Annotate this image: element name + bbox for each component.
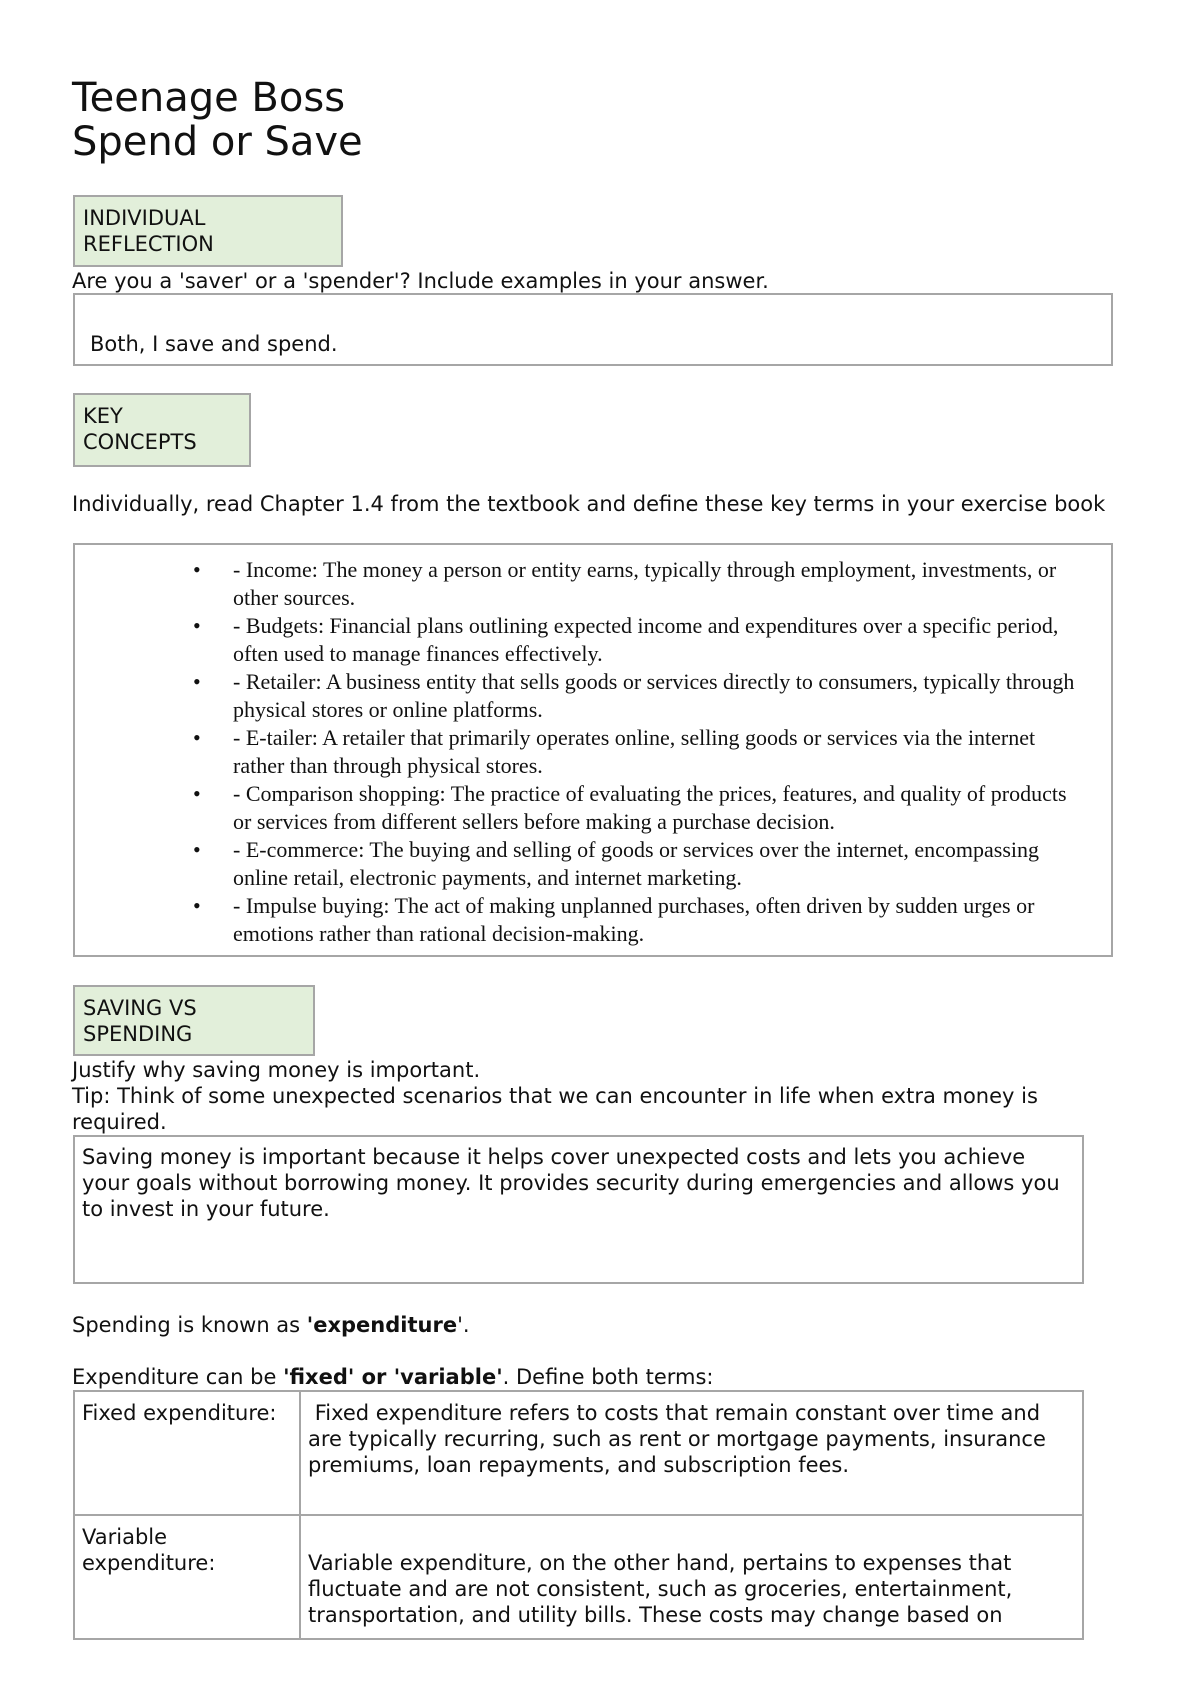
page-title bbox=[72, 76, 363, 164]
bullet-icon: • bbox=[193, 837, 201, 862]
spending-definition bbox=[72, 1312, 470, 1338]
row-definition: Fixed expenditure refers to costs that remain constant over time and are typically recurring, such as rent or mortgage payments, insurance premiums, loan repayments, and subscription fees. bbox=[308, 1401, 1053, 1477]
spending-suffix: '. bbox=[457, 1313, 470, 1337]
expenditure-prompt bbox=[72, 1364, 714, 1390]
spending-term: 'expenditure bbox=[306, 1313, 458, 1337]
expenditure-suffix: . Define both terms: bbox=[502, 1365, 714, 1389]
expenditure-prefix: Expenditure can be bbox=[72, 1365, 284, 1389]
term-text: - E-tailer: A retailer that primarily operates online, selling goods or services via the internet rather than through physical stores. bbox=[233, 725, 1036, 778]
list-item bbox=[193, 780, 1088, 836]
heading-line: REFLECTION bbox=[83, 232, 214, 256]
title-line-2: Spend or Save bbox=[72, 119, 363, 165]
list-item bbox=[193, 836, 1088, 892]
bullet-icon: • bbox=[193, 725, 201, 750]
table-answer-cell[interactable] bbox=[300, 1515, 1083, 1639]
bullet-icon: • bbox=[193, 613, 201, 638]
row-label: Variable expenditure: bbox=[82, 1525, 216, 1575]
heading-line: KEY bbox=[83, 404, 123, 428]
list-item bbox=[193, 556, 1088, 612]
term-text: - Retailer: A business entity that sells goods or services directly to consumers, typically through physical stores or online platforms. bbox=[233, 669, 1075, 722]
heading-line: SPENDING bbox=[83, 1022, 193, 1046]
row-definition: Variable expenditure, on the other hand, pertains to expenses that fluctuate and are not consistent, such as groceries, entertainment, transportation, and utility bills. These costs may change based on bbox=[308, 1551, 1013, 1627]
saving-prompt-tip: Tip: Think of some unexpected scenarios that we can encounter in life when extra money is required. bbox=[72, 1084, 1038, 1134]
table-row bbox=[74, 1391, 1083, 1515]
heading-line: INDIVIDUAL bbox=[83, 206, 206, 230]
list-item bbox=[193, 892, 1088, 948]
saving-prompt bbox=[72, 1057, 1132, 1135]
heading-line: CONCEPTS bbox=[83, 430, 197, 454]
reflection-answer-box[interactable] bbox=[73, 293, 1113, 366]
list-item bbox=[193, 668, 1088, 724]
bullet-icon: • bbox=[193, 781, 201, 806]
table-label-cell bbox=[74, 1515, 300, 1639]
list-item bbox=[193, 724, 1088, 780]
expenditure-table bbox=[73, 1390, 1084, 1640]
table-label-cell bbox=[74, 1391, 300, 1515]
expenditure-terms: 'fixed' or 'variable' bbox=[283, 1365, 503, 1389]
reflection-prompt: Are you a 'saver' or a 'spender'? Include examples in your answer. bbox=[72, 269, 769, 293]
title-line-1: Teenage Boss bbox=[72, 75, 346, 121]
term-text: - Comparison shopping: The practice of evaluating the prices, features, and quality of products or services from different sellers before making a purchase decision. bbox=[233, 781, 1067, 834]
term-text: - Income: The money a person or entity earns, typically through employment, investments, or other sources. bbox=[233, 557, 1057, 610]
bullet-icon: • bbox=[193, 893, 201, 918]
key-terms-list bbox=[193, 556, 1088, 948]
spending-prefix: Spending is known as bbox=[72, 1313, 307, 1337]
key-terms-box[interactable] bbox=[73, 543, 1113, 957]
reflection-answer-text: Both, I save and spend. bbox=[90, 332, 338, 356]
saving-answer-box[interactable] bbox=[73, 1135, 1084, 1284]
list-item bbox=[193, 612, 1088, 668]
row-label: Fixed expenditure: bbox=[82, 1401, 277, 1425]
term-text: - Budgets: Financial plans outlining expected income and expenditures over a specific period, often used to manage finances effectively. bbox=[233, 613, 1059, 666]
saving-vs-spending-heading bbox=[73, 985, 315, 1056]
bullet-icon: • bbox=[193, 669, 201, 694]
bullet-icon: • bbox=[193, 557, 201, 582]
key-concepts-prompt: Individually, read Chapter 1.4 from the textbook and define these key terms in your exercise book bbox=[72, 492, 1106, 516]
heading-line: SAVING VS bbox=[83, 996, 197, 1020]
saving-answer-text: Saving money is important because it helps cover unexpected costs and lets you achieve your goals without borrowing money. It provides security during emergencies and allows you to invest in your future. bbox=[82, 1145, 1060, 1221]
term-text: - Impulse buying: The act of making unplanned purchases, often driven by sudden urges or emotions rather than rational decision-making. bbox=[233, 893, 1035, 946]
key-concepts-heading bbox=[73, 393, 251, 467]
saving-prompt-line-1: Justify why saving money is important. bbox=[72, 1058, 481, 1082]
table-answer-cell[interactable] bbox=[300, 1391, 1083, 1515]
individual-reflection-heading bbox=[73, 195, 343, 267]
table-row bbox=[74, 1515, 1083, 1639]
term-text: - E-commerce: The buying and selling of goods or services over the internet, encompassing online retail, electronic payments, and internet marketing. bbox=[233, 837, 1040, 890]
